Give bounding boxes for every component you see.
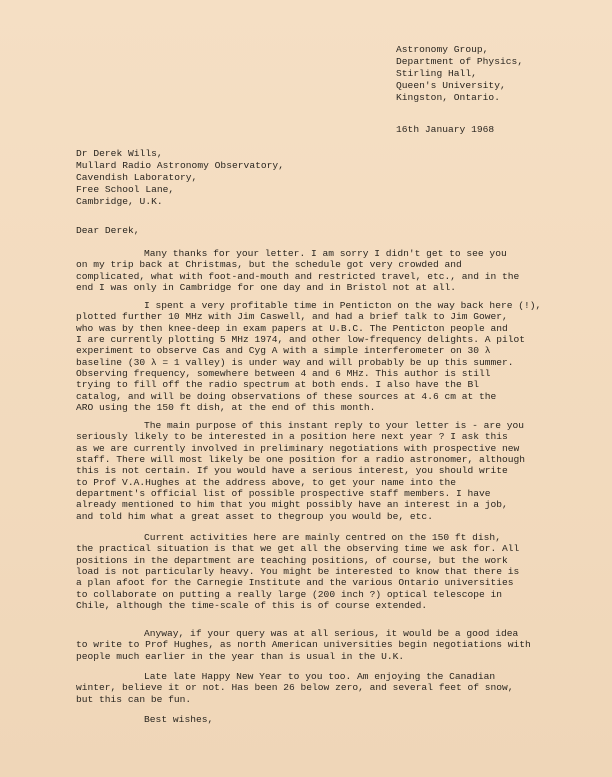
paragraph-line: people much earlier in the year than is usual in the U.K. xyxy=(76,650,405,662)
recipient-address-line: Mullard Radio Astronomy Observatory, xyxy=(76,160,284,171)
paragraph-line: on my trip back at Christmas, but the schedule got very crowded and xyxy=(76,259,462,271)
salutation: Dear Derek, xyxy=(76,225,140,236)
paragraph-line: Chile, although the time-scale of this is of course extended. xyxy=(76,600,428,612)
paragraph-line: department's official list of possible prospective staff members. I have xyxy=(76,488,491,500)
paragraph-line: staff. There will most likely be one position for a radio astronomer, although xyxy=(76,454,526,466)
paragraph-line: I spent a very profitable time in Penticton on the way back here (!), xyxy=(144,300,542,311)
paragraph-line: load is not particularly heavy. You might be interested to know that there is xyxy=(76,566,520,578)
sender-address-line: Kingston, Ontario. xyxy=(396,92,500,103)
body-paragraph xyxy=(76,300,556,413)
paragraph-line: experiment to observe Cas and Cyg A with a simple interferometer on 30 λ xyxy=(76,345,491,357)
paragraph-line: winter, believe it or not. Has been 26 below zero, and several feet of snow, xyxy=(76,682,514,694)
paragraph-line: I are currently plotting 5 MHz 1974, and other low-frequency delights. A pilot xyxy=(76,334,526,346)
body-paragraph xyxy=(76,532,556,611)
paragraph-line: to Prof V.A.Hughes at the address above, to get your name into the xyxy=(76,476,456,488)
paragraph-line: Many thanks for your letter. I am sorry I didn't get to see you xyxy=(144,248,507,259)
paragraph-line: to write to Prof Hughes, as north American universities begin negotiations with xyxy=(76,639,531,651)
paragraph-line: who was by then knee-deep in exam papers at U.B.C. The Penticton people and xyxy=(76,322,508,334)
recipient-address-line: Free School Lane, xyxy=(76,184,175,195)
paragraph-line: and told him what a great asset to thegroup you would be, etc. xyxy=(76,510,433,522)
body-paragraph xyxy=(76,248,556,293)
sender-address-line: Queen's University, xyxy=(396,80,506,91)
sender-address-line: Department of Physics, xyxy=(396,56,524,67)
paragraph-line: The main purpose of this instant reply to your letter is - are you xyxy=(144,420,524,431)
paragraph-line: plotted further 10 MHz with Jim Caswell, and had a brief talk to Jim Gower, xyxy=(76,311,508,323)
sender-address-line: Stirling Hall, xyxy=(396,68,477,79)
paragraph-line: but this can be fun. xyxy=(76,693,192,705)
paragraph-line: as we are currently involved in preliminary negotiations with prospective new xyxy=(76,442,520,454)
paragraph-line: this is not certain. If you would have a serious interest, you should write xyxy=(76,465,508,477)
paragraph-line: already mentioned to him that you might possibly have an interest in a job, xyxy=(76,499,508,511)
paragraph-line: to collaborate on putting a really large (200 inch ?) optical telescope in xyxy=(76,588,503,600)
paragraph-line: Current activities here are mainly centred on the 150 ft dish, xyxy=(144,532,501,543)
paragraph-line: a plan afoot for the Carnegie Institute and the various Ontario universities xyxy=(76,577,514,589)
paragraph-line: Late late Happy New Year to you too. Am enjoying the Canadian xyxy=(144,671,496,682)
body-paragraph xyxy=(76,628,556,662)
paragraph-line: seriously likely to be interested in a position here next year ? I ask this xyxy=(76,431,508,443)
sender-address-line: Astronomy Group, xyxy=(396,44,489,55)
recipient-address-line: Cavendish Laboratory, xyxy=(76,172,198,183)
body-paragraph xyxy=(76,420,556,522)
paragraph-line: baseline (30 λ = 1 valley) is under way and will probably be up this summer. xyxy=(76,356,514,368)
paragraph-line: catalog, and will be doing observations of these sources at 4.6 cm at the xyxy=(76,390,497,402)
recipient-address-line: Dr Derek Wills, xyxy=(76,148,163,159)
body-paragraph xyxy=(76,671,556,705)
paragraph-line: positions in the department are teaching positions, of course, but the work xyxy=(76,554,508,566)
paragraph-line: Anyway, if your query was at all serious, it would be a good idea xyxy=(144,628,519,639)
paragraph-line: trying to fill off the radio spectrum at both ends. I also have the Bl xyxy=(76,379,480,391)
closing: Best wishes, xyxy=(144,714,214,725)
paragraph-line: Observing frequency, somewhere between 4 and 6 MHz. This author is still xyxy=(76,368,491,380)
paragraph-line: the practical situation is that we get all the observing time we ask for. All xyxy=(76,543,520,555)
recipient-address-line: Cambridge, U.K. xyxy=(76,196,163,207)
paragraph-line: ARO using the 150 ft dish, at the end of this month. xyxy=(76,402,376,414)
paragraph-line: end I was only in Cambridge for one day and in Bristol not at all. xyxy=(76,282,456,294)
letter-date: 16th January 1968 xyxy=(396,124,495,135)
paragraph-line: complicated, what with foot-and-mouth and restricted travel, etc., and in the xyxy=(76,270,520,282)
